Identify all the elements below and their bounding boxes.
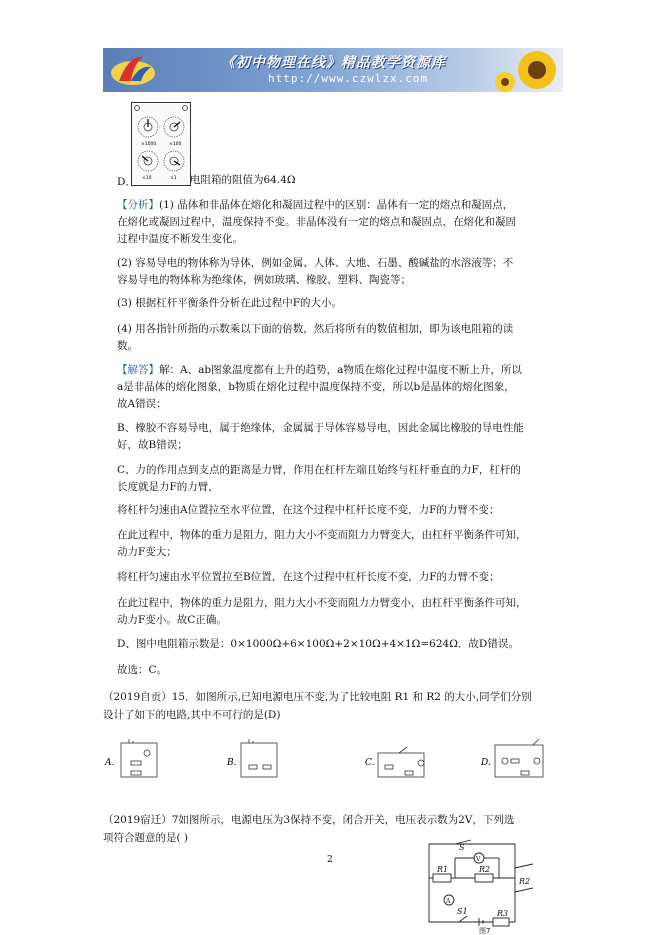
- circuit-label: C.: [365, 758, 375, 768]
- fig7-ammeter-icon: A: [446, 898, 451, 905]
- q15-line2: 设计了如下的电路,其中不可行的是(D): [103, 709, 281, 721]
- analysis-p2-line1: (2) 容易导电的物体称为导体，例如金属、人体、大地、石墨、酸碱盐的水溶液等；不: [117, 257, 514, 269]
- answer-b-line1: B、橡胶不容易导电，属于绝缘体，金属属于导体容易导电，因此金属比橡胶的导电性能: [117, 422, 524, 434]
- circuit-label: B.: [227, 758, 237, 768]
- banner-url: http://www.czwlzx.com: [268, 72, 429, 85]
- resistance-box-image: [131, 102, 191, 186]
- figure-7-circuit: [415, 838, 555, 935]
- fig7-label-r2-side: R2: [519, 877, 531, 886]
- q15-circuit-diagrams: [103, 735, 563, 785]
- page-number: 2: [327, 855, 333, 865]
- header-banner: [103, 48, 563, 92]
- q15-line1: （2019自贡）15．如图所示,已知电源电压不变,为了比较电阻 R1 和 R2 的大小,同学们分别: [103, 691, 532, 703]
- fig7-label-s: S: [459, 843, 465, 852]
- answer-c3-line1: 在此过程中，物体的重力是阻力，阻力大小不变而阻力力臂变大，由杠杆平衡条件可知，: [117, 529, 527, 541]
- dial-label: ×1: [170, 176, 177, 181]
- answer-c3-line2: 动力F变大；: [117, 546, 177, 558]
- option-d-letter: D．: [117, 176, 136, 188]
- analysis-p4-line2: 数。: [117, 340, 138, 352]
- answer-a-line1: 【解答】解：A、ab图象温度都有上升的趋势，a物质在熔化过程中温度不断上升，所以: [117, 364, 522, 376]
- fig7-label-r2: R2: [479, 865, 491, 874]
- answer-c-line2: 长度就是力F的力臂，: [117, 481, 219, 493]
- answer-a-line3: 故A错误；: [117, 398, 167, 410]
- circuit-label: D.: [481, 758, 491, 768]
- banner-title: 《初中物理在线》精品教学资源库: [221, 55, 446, 71]
- figure-7-caption: 图7: [479, 927, 491, 935]
- analysis-p1-line3: 过程中温度不断发生变化。: [117, 233, 243, 245]
- answer-b-line2: 好，故B错误；: [117, 439, 188, 451]
- fig7-label-r1: R1: [437, 865, 449, 874]
- dial-label: ×10: [142, 176, 152, 181]
- analysis-p4-line1: (4) 用各指针所指的示数乘以下面的倍数，然后将所有的数值相加，即为该电阻箱的读: [117, 323, 514, 335]
- answer-c5-line2: 动力F变小。故C正确。: [117, 614, 227, 626]
- analysis-p3: (3) 根据杠杆平衡条件分析在此过程中F的大小。: [117, 297, 342, 309]
- sunflower-icon: [491, 48, 563, 92]
- analysis-p1-line2: 在熔化或凝固过程中，温度保持不变。非晶体没有一定的熔点和凝固点，在熔化和凝固: [117, 216, 516, 228]
- answer-c4: 将杠杆匀速由水平位置拉至B位置，在这个过程中杠杆长度不变，力F的力臂不变；: [117, 571, 500, 583]
- analysis-p1-line1: 【分析】(1) 晶体和非晶体在熔化和凝固过程中的区别：晶体有一定的熔点和凝固点，: [117, 199, 514, 211]
- dial-label: ×100: [169, 142, 182, 147]
- answer-c-line1: C、力的作用点到支点的距离是力臂，作用在杠杆左端且始终与杠杆垂直的力F，杠杆的: [117, 464, 521, 476]
- answer-tag: 【解答】: [117, 364, 159, 376]
- dial-label: ×1000: [141, 142, 157, 147]
- fig7-label-r3: R3: [497, 909, 509, 918]
- analysis-tag: 【分析】: [117, 199, 159, 211]
- q7-line1: （2019宿迁）7如图所示，电源电压为3保持不变，闭合开关，电压表示数为2V，下列选: [103, 814, 515, 826]
- option-d-caption: 电阻箱的阻值为64.4Ω: [190, 174, 296, 186]
- answer-final: 故选：C。: [117, 664, 168, 676]
- answer-d: D、图中电阻箱示数是：0×1000Ω+6×100Ω+2×10Ω+4×1Ω=624Ω．故D错误。: [117, 638, 519, 650]
- resistance-box-dials: [132, 103, 190, 185]
- analysis-p2-line2: 容易导电的物体称为绝缘体，例如玻璃、橡胶、塑料、陶瓷等；: [117, 274, 411, 286]
- circuit-label: A.: [105, 758, 115, 768]
- answer-c2: 将杠杆匀速由A位置拉至水平位置，在这个过程中杠杆长度不变，力F的力臂不变；: [117, 504, 500, 516]
- fig7-label-s1: S1: [457, 907, 468, 916]
- answer-a-line2: a是非晶体的熔化图象，b物质在熔化过程中温度保持不变，所以b是晶体的熔化图象，: [117, 381, 515, 393]
- answer-c5-line1: 在此过程中，物体的重力是阻力，阻力大小不变而阻力力臂变小，由杠杆平衡条件可知，: [117, 597, 527, 609]
- q7-line2: 项符合题意的是( ): [103, 832, 189, 844]
- site-logo-icon: [109, 51, 157, 89]
- fig7-voltmeter-icon: V: [476, 856, 481, 863]
